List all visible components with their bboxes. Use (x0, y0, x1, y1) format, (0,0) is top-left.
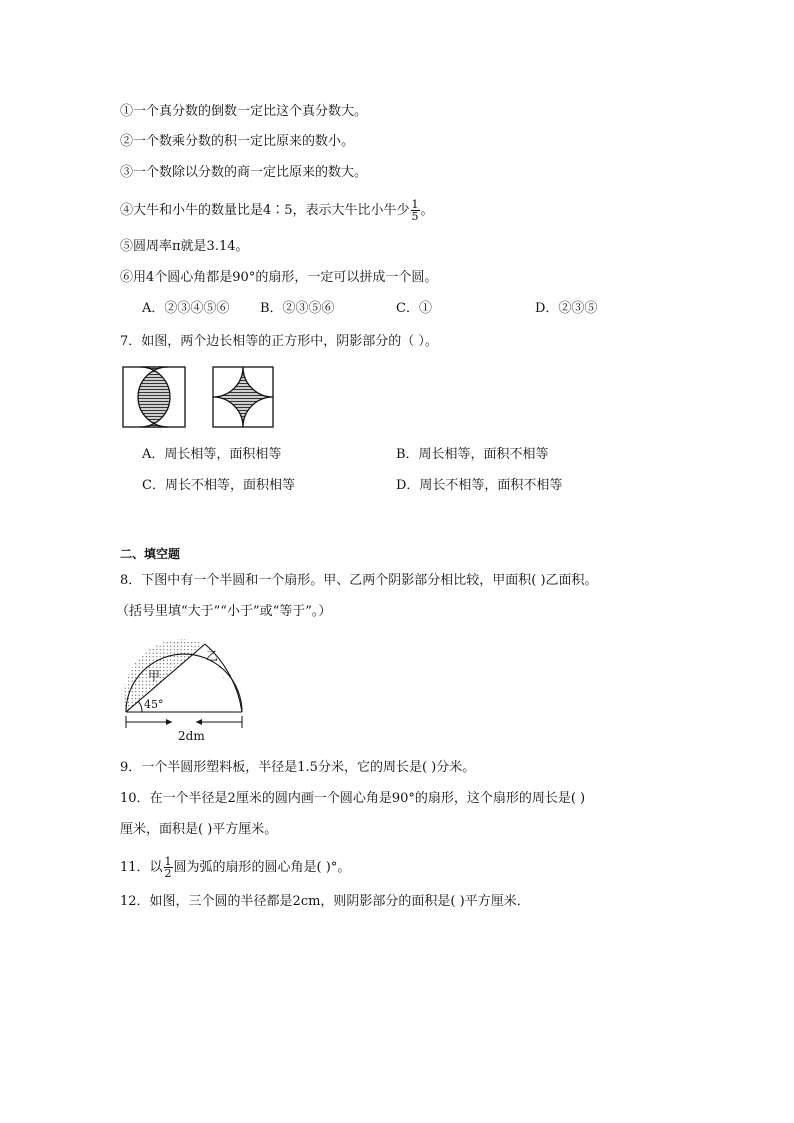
q8-figure (120, 634, 250, 744)
q8-label-yi: 乙 (206, 649, 219, 663)
q8-length-label: 2dm (178, 729, 205, 743)
q10-line-1: 10．在一个半径是2厘米的圆内画一个圆心角是90°的扇形，这个扇形的周长是( ) (120, 791, 586, 806)
q11 (120, 856, 350, 879)
q11-text-start: 11．以 (120, 860, 163, 875)
statement-1: ①一个真分数的倒数一定比这个真分数大。 (120, 104, 368, 119)
statement-4-end: 。 (420, 203, 434, 218)
q8-angle-label: 45° (144, 698, 164, 711)
q6-option-d[interactable]: D．②③⑤ (535, 301, 598, 316)
q7-stem: 7．如图，两个边长相等的正方形中，阴影部分的（ ）。 (120, 334, 438, 349)
q7-option-a[interactable]: A．周长相等，面积相等 (142, 447, 282, 462)
q6-option-c[interactable]: C．① (396, 301, 432, 316)
q8-label-jia: 甲 (148, 669, 161, 683)
statement-5: ⑤圆周率π就是3.14。 (120, 239, 249, 254)
statement-4 (120, 199, 434, 222)
q12: 12．如图，三个圆的半径都是2cm，则阴影部分的面积是( )平方厘米． (120, 894, 530, 909)
q7-option-b[interactable]: B．周长相等，面积不相等 (396, 447, 549, 462)
fraction-numerator: 1 (411, 198, 419, 211)
q8-line-1: 8．下图中有一个半圆和一个扇形。甲、乙两个阴影部分相比较，甲面积( )乙面积。 (120, 573, 598, 588)
q8-line-2: （括号里填“大于”“小于”或“等于”。） (116, 604, 332, 619)
q7-figure-1 (121, 365, 187, 429)
q11-fraction-numerator: 1 (164, 855, 172, 868)
q6-option-a[interactable]: A．②③④⑤⑥ (142, 301, 230, 316)
fraction-denominator: 5 (411, 210, 419, 223)
q7-option-d[interactable]: D．周长不相等，面积不相等 (396, 478, 563, 493)
q6-option-b[interactable]: B．②③⑤⑥ (260, 301, 335, 316)
q11-fraction-denominator: 2 (164, 867, 172, 880)
q7-option-c[interactable]: C．周长不相等，面积相等 (142, 478, 295, 493)
q8-region-jia (124, 639, 205, 712)
statement-2: ②一个数乘分数的积一定比原来的数小。 (120, 134, 355, 149)
q9: 9．一个半圆形塑料板，半径是1.5分米，它的周长是( )分米。 (120, 760, 476, 775)
q10-line-2: 厘米，面积是( )平方厘米。 (120, 822, 278, 837)
q7-figure-2 (211, 365, 275, 429)
q11-fraction (164, 856, 173, 879)
q11-text-end: 圆为弧的扇形的圆心角是( )°。 (173, 860, 351, 875)
section-title: 二、填空题 (120, 547, 181, 561)
statement-3: ③一个数除以分数的商一定比原来的数大。 (120, 165, 368, 180)
statement-4-text: ④大牛和小牛的数量比是4∶5，表示大牛比小牛少 (120, 203, 410, 218)
statement-6: ⑥用4个圆心角都是90°的扇形，一定可以拼成一个圆。 (120, 270, 438, 285)
fraction (411, 199, 420, 222)
